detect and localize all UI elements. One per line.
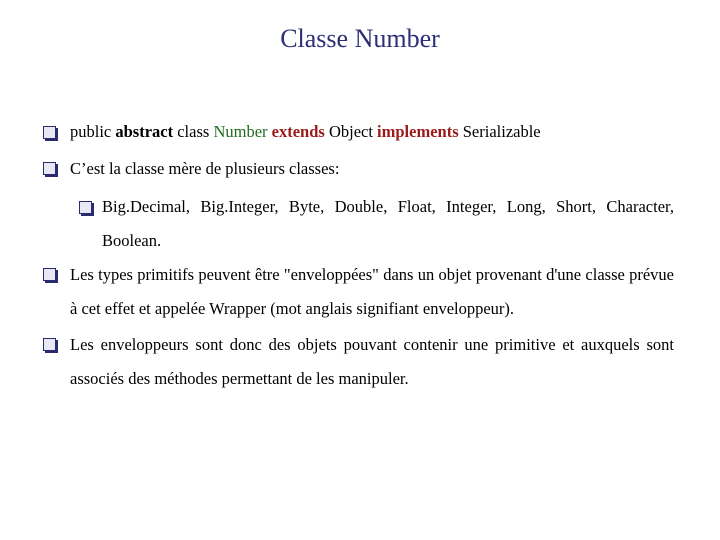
bullet-class-declaration: public abstract class Number extends Object implements Serializable bbox=[70, 122, 541, 141]
bullet-wrapper-description: Les types primitifs peuvent être "enveloppées" dans un objet provenant d'une classe prévue à cet effet et appelée Wrapper (mot anglais signifiant enveloppeur). bbox=[70, 265, 674, 318]
bullet-square-icon bbox=[43, 268, 56, 281]
bullet-square-icon bbox=[43, 126, 56, 139]
slide-title: Classe Number bbox=[280, 24, 440, 53]
bullet-square-icon bbox=[43, 338, 56, 351]
class-name-number: Number bbox=[213, 122, 268, 141]
bullet-square-icon bbox=[79, 201, 92, 214]
bullet-subclasses-list: Big.Decimal, Big.Integer, Byte, Double, Float, Integer, Long, Short, Character, Boolean. bbox=[102, 197, 674, 250]
bullet-wrapper-methods: Les enveloppeurs sont donc des objets pouvant contenir une primitive et auxquels sont associés des méthodes permettant de les manipuler. bbox=[70, 335, 674, 388]
keyword-extends: extends bbox=[271, 122, 325, 141]
bullet-square-icon bbox=[43, 162, 56, 175]
keyword-implements: implements bbox=[377, 122, 459, 141]
keyword-abstract: abstract bbox=[115, 122, 174, 141]
bullet-parent-class: C’est la classe mère de plusieurs classes: bbox=[70, 159, 340, 178]
